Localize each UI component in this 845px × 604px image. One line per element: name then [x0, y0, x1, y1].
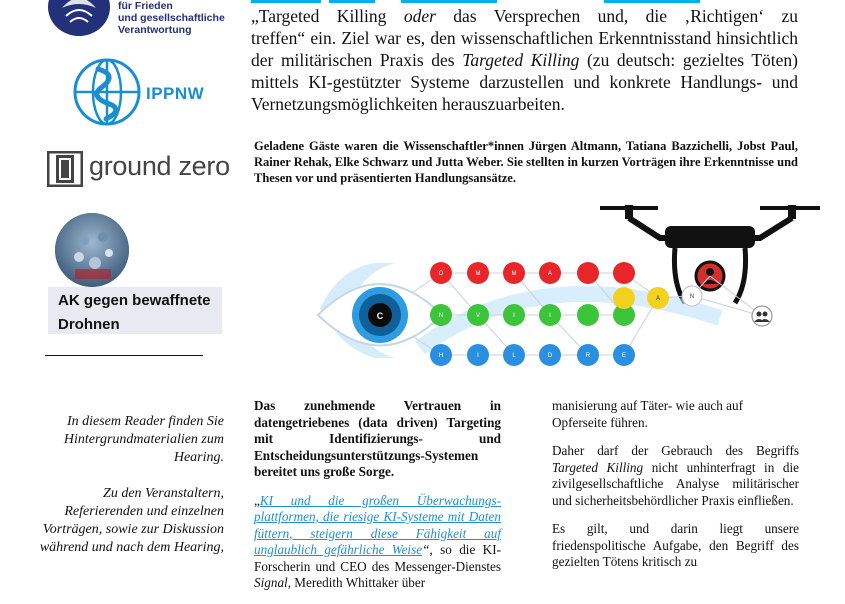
svg-text:M: M	[475, 271, 481, 277]
ippnw-logo-icon	[72, 57, 142, 127]
column-left	[254, 398, 501, 604]
svg-text:D: D	[547, 353, 553, 359]
eye-letter: C	[376, 311, 384, 321]
highlighted-line-cutoff	[251, 0, 798, 3]
svg-text:L: L	[512, 353, 516, 359]
svg-text:E: E	[621, 353, 627, 359]
svg-text:I: I	[513, 313, 515, 319]
quote-link[interactable]: KI und die großen Überwachungs-plattformen, die riesige KI-Systeme mit Daten füttern, steigern diese Fähigkeit auf unglaublich gefährliche Weise	[254, 492, 501, 557]
peace-org-logo-text: für Frieden und gesellschaftliche Verantwortung	[118, 0, 225, 36]
drone-photo	[55, 213, 129, 287]
svg-text:H: H	[438, 353, 444, 359]
ground-zero-text: ground zero	[89, 151, 230, 181]
col2-paragraph-1: manisierung auf Täter- wie auch auf Opferseite führen.	[552, 398, 743, 430]
drone-icon	[600, 205, 820, 303]
sidebar-note-organizers: Zu den Veranstaltern, Referierenden und einzelnen Vorträgen, sowie zur Diskussion während und nach dem Hearing,	[39, 486, 224, 555]
svg-text:N: N	[438, 313, 444, 319]
col2-paragraph-2: Daher darf der Gebrauch des Begriffs Targeted Killing nicht unhinterfragt in die zivilgesellschaftliche Analyse militärischer und sicherheitsbehördlicher Praxis einfließen.	[552, 443, 799, 508]
svg-text:I: I	[549, 313, 551, 319]
sidebar-note-reader: In diesem Reader finden Sie Hintergrundmaterialien zum Hearing.	[63, 414, 224, 465]
whittaker-quote: „KI und die großen Überwachungs-plattformen, die riesige KI-Systeme mit Daten füttern, steigern diese Fähigkeit auf unglaublich gefährliche Weise“, so die KI-Forscherin und CEO des Messenger-Dienstes Signal, Meredith Whittaker über	[254, 492, 501, 590]
ippnw-logo-text: IPPNW	[146, 84, 205, 103]
svg-text:N: N	[689, 294, 695, 300]
svg-text:A: A	[547, 271, 553, 277]
svg-text:O: O	[438, 271, 444, 277]
ground-zero-icon	[47, 151, 83, 187]
svg-text:A: A	[655, 296, 661, 302]
svg-text:I: I	[477, 353, 479, 359]
intro-paragraph: „Targeted Killing oder das Versprechen und, die ‚Richtigen‘ zu treffen“ ein. Ziel war es, den wissenschaftlichen Erkenntnisstand hinsichtlich der militärischen Praxis des Targeted Killing (zu deutsch: gezieltes Töten) mittels KI-gestützter Systeme darzustellen und konkrete Handlungs- und Vernetzungsmöglichkeiten herauszuarbeiten.	[251, 6, 799, 114]
col2-paragraph-3: Es gilt, und darin liegt unsere friedenspolitische Aufgabe, den Begriff des gezielten Tötens kritisch zu	[552, 521, 799, 569]
svg-text:M: M	[511, 271, 517, 277]
guests-paragraph: Geladene Gäste waren die Wissenschaftler*innen Jürgen Altmann, Tatiana Bazzichelli, Jobst Paul, Rainer Rehak, Elke Schwarz und Jutta Weber. Sie stellten in kurzen Vorträgen ihre Erkenntnisse und Thesen vor und präsentierten Handlungsansätze.	[254, 139, 798, 185]
ak-label: AK gegen bewaffnete Drohnen	[58, 292, 211, 333]
targeting-illustration	[300, 198, 840, 383]
sidebar-divider	[45, 355, 203, 356]
svg-text:R: R	[585, 353, 591, 359]
peace-org-logo	[48, 0, 110, 36]
svg-text:V: V	[475, 313, 481, 319]
concern-statement: Das zunehmende Vertrauen in datengetriebenes (data driven) Targeting mit Identifizierungs- und Entscheidungsunterstützungs-Systemen bereitet uns große Sorge.	[254, 398, 501, 479]
group-target-icon	[752, 306, 772, 326]
column-right	[552, 398, 799, 583]
